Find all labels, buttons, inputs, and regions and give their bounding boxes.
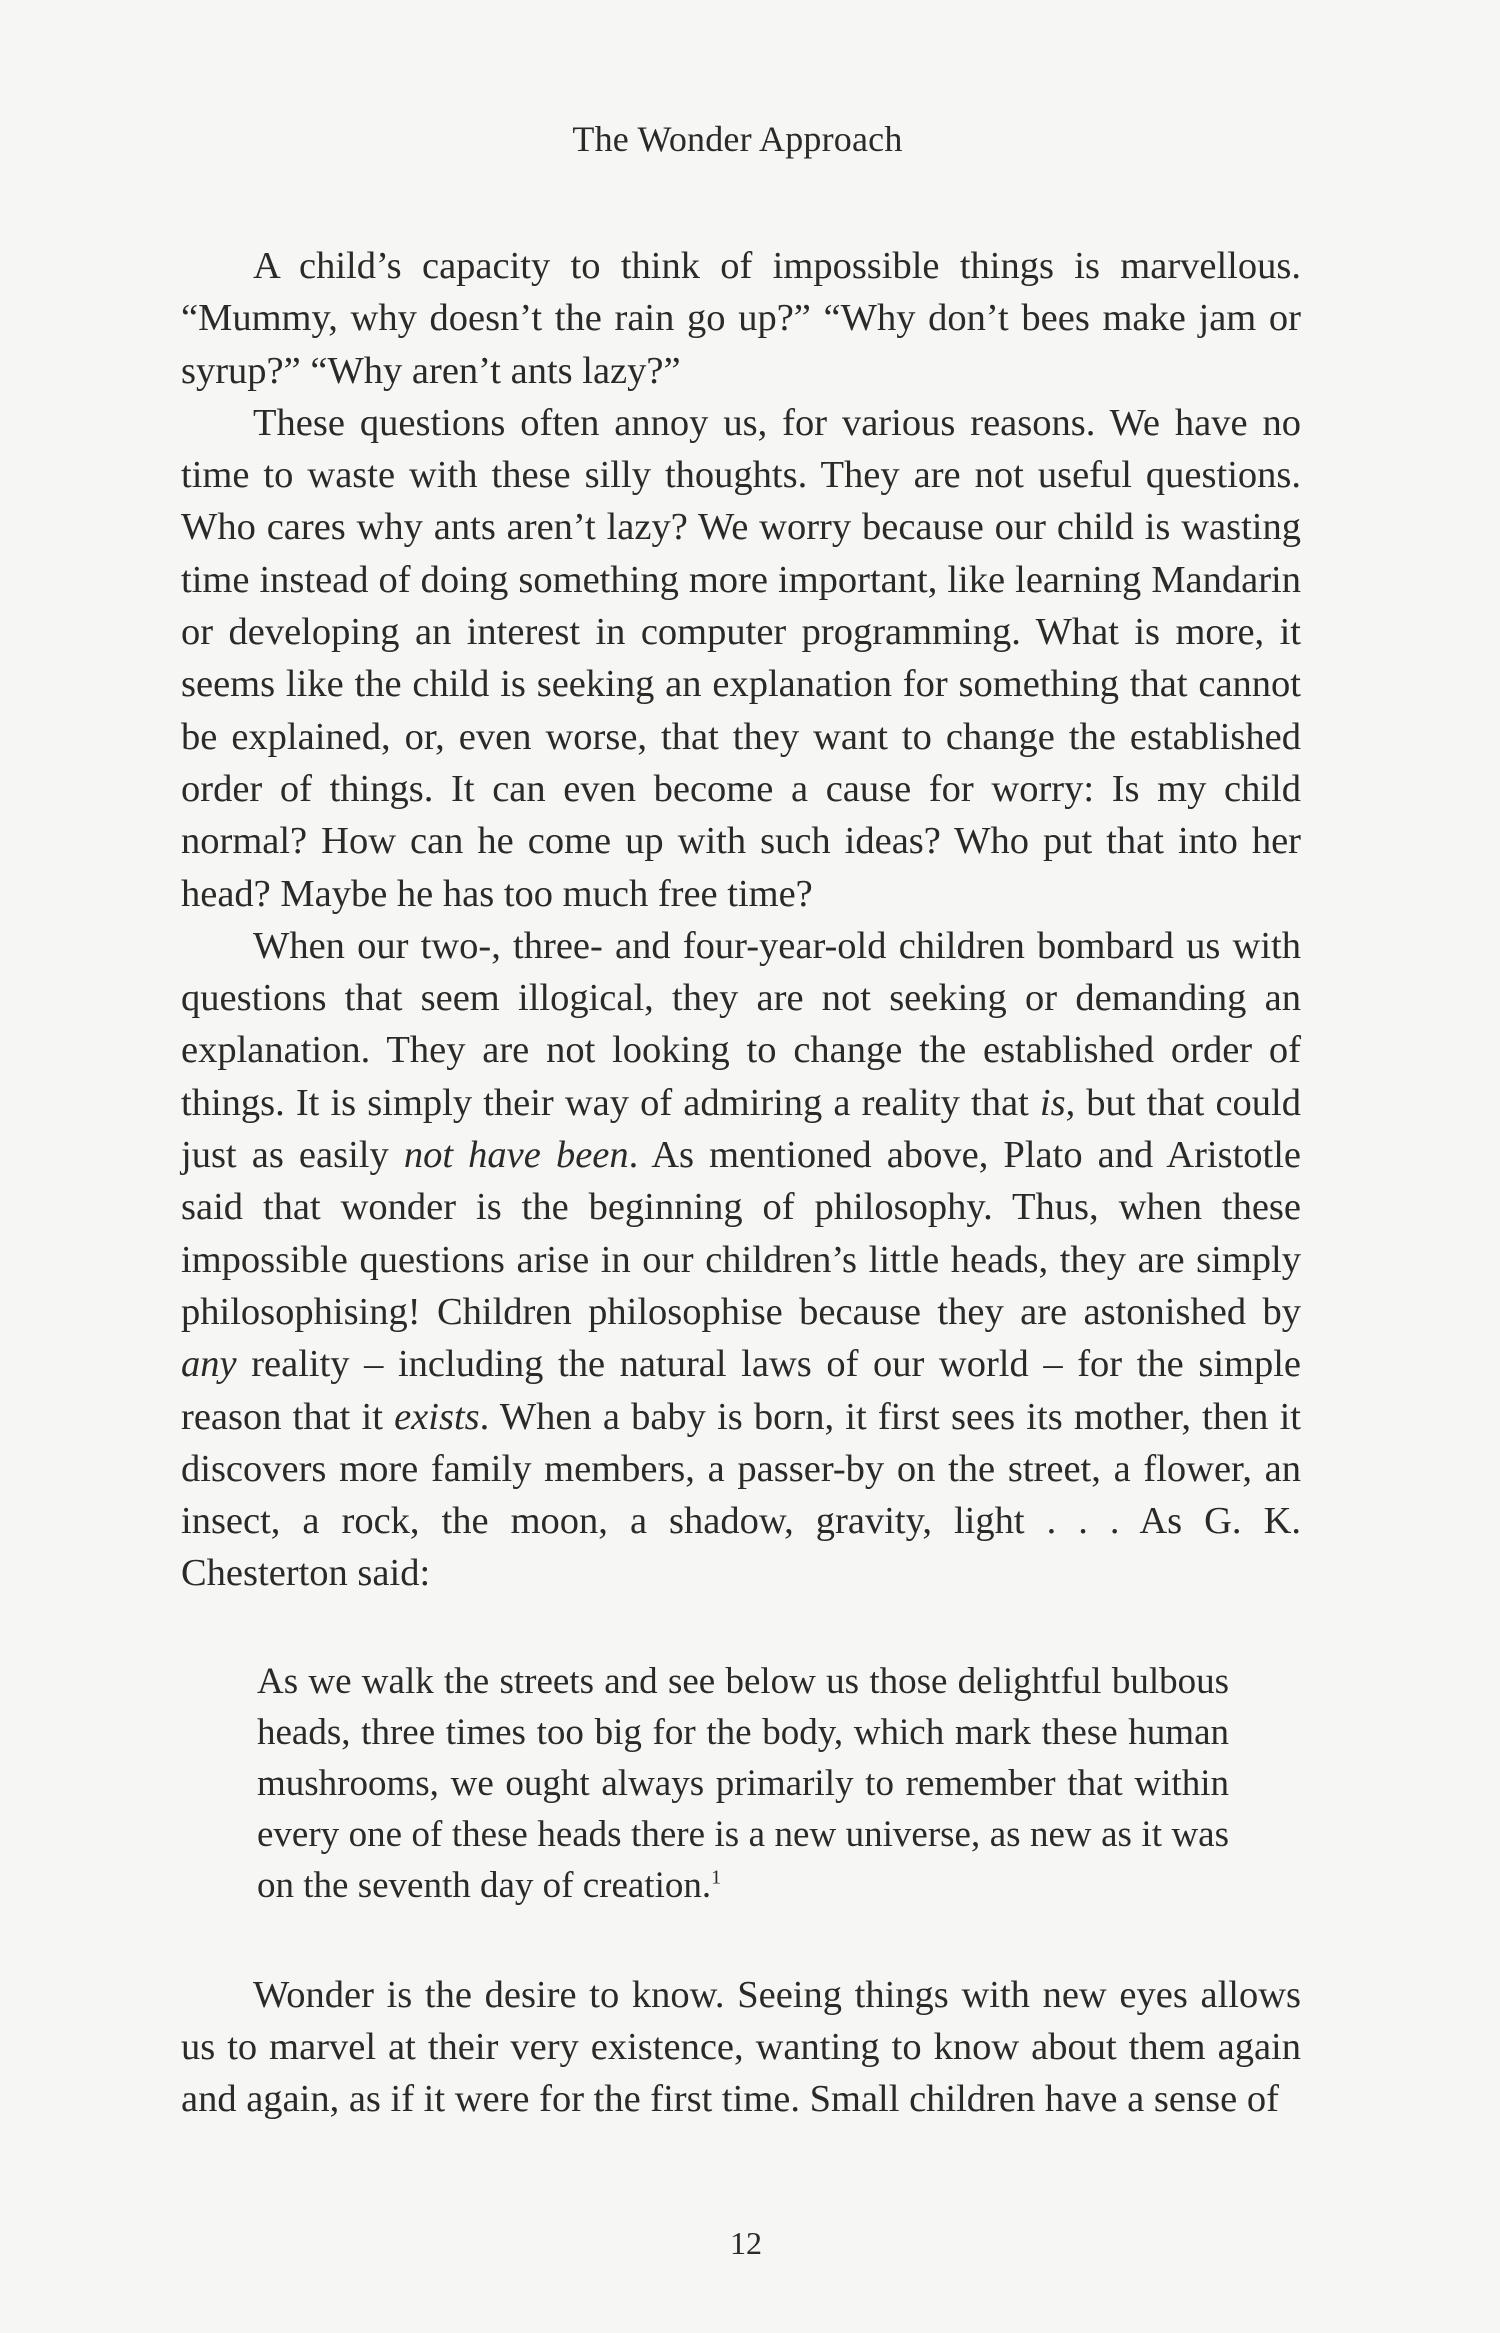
emphasis-text: is: [1039, 1081, 1066, 1124]
closing-paragraph: Wonder is the desire to know. Seeing things with new eyes allows us to marvel at their very existence, wanting to know about them again and again, as if it were for the first time. Small children have a sense of: [181, 1973, 1301, 2121]
emphasis-text: any: [181, 1343, 237, 1386]
paragraph: These questions often annoy us, for various reasons. We have no time to waste with these silly thoughts. They are not useful questions. Who cares why ants aren’t lazy? We worry because our child is wasting time instead of doing something more important, like learning Mandarin or developing an interest in computer programming. What is more, it seems like the child is seeking an explanation for something that cannot be explained, or, even worse, that they want to change the established order of things. It can even become a cause for worry: Is my child normal? How can he come up with such ideas? Who put that into her head? Maybe he has too much free time?: [181, 401, 1301, 915]
emphasis-text: not have been: [403, 1134, 629, 1177]
body-text: [181, 240, 1301, 2126]
footnote-marker[interactable]: 1: [711, 1866, 722, 1889]
block-quote-text: As we walk the streets and see below us those delightful bulbous heads, three times too big for the body, which mark these human mushrooms, we ought always primarily to remember that within every one of these heads there is a new universe, as new as it was on the seventh day of creation.: [257, 1660, 1229, 1906]
emphasis-text: exists: [394, 1395, 480, 1438]
paragraph: A child’s capacity to think of impossible things is marvellous. “Mummy, why doesn’t the rain go up?” “Why don’t bees make jam or syrup?” “Why aren’t ants lazy?”: [181, 245, 1301, 392]
block-quote: [257, 1656, 1229, 1911]
page-number: 12: [730, 2225, 762, 2261]
running-head: The Wonder Approach: [572, 119, 903, 159]
paragraph: When our two-, three- and four-year-old children bombard us with questions that seem illogical, they are not seeking or demanding an explanation. They are not looking to change the established order of things. It is simply their way of admiring a reality that is, but that could just as easily not have been. As mentioned above, Plato and Aristotle said that wonder is the beginning of philosophy. Thus, when these impossible questions arise in our children’s little heads, they are simply philosophising! Children philosophise because they are astonished by any reality – including the natural laws of our world – for the simple reason that it exists. When a baby is born, it first sees its mother, then it discovers more family members, a passer-by on the street, a flower, an insect, a rock, the moon, a shadow, gravity, light . . . As G. K. Chesterton said:: [181, 924, 1301, 1595]
